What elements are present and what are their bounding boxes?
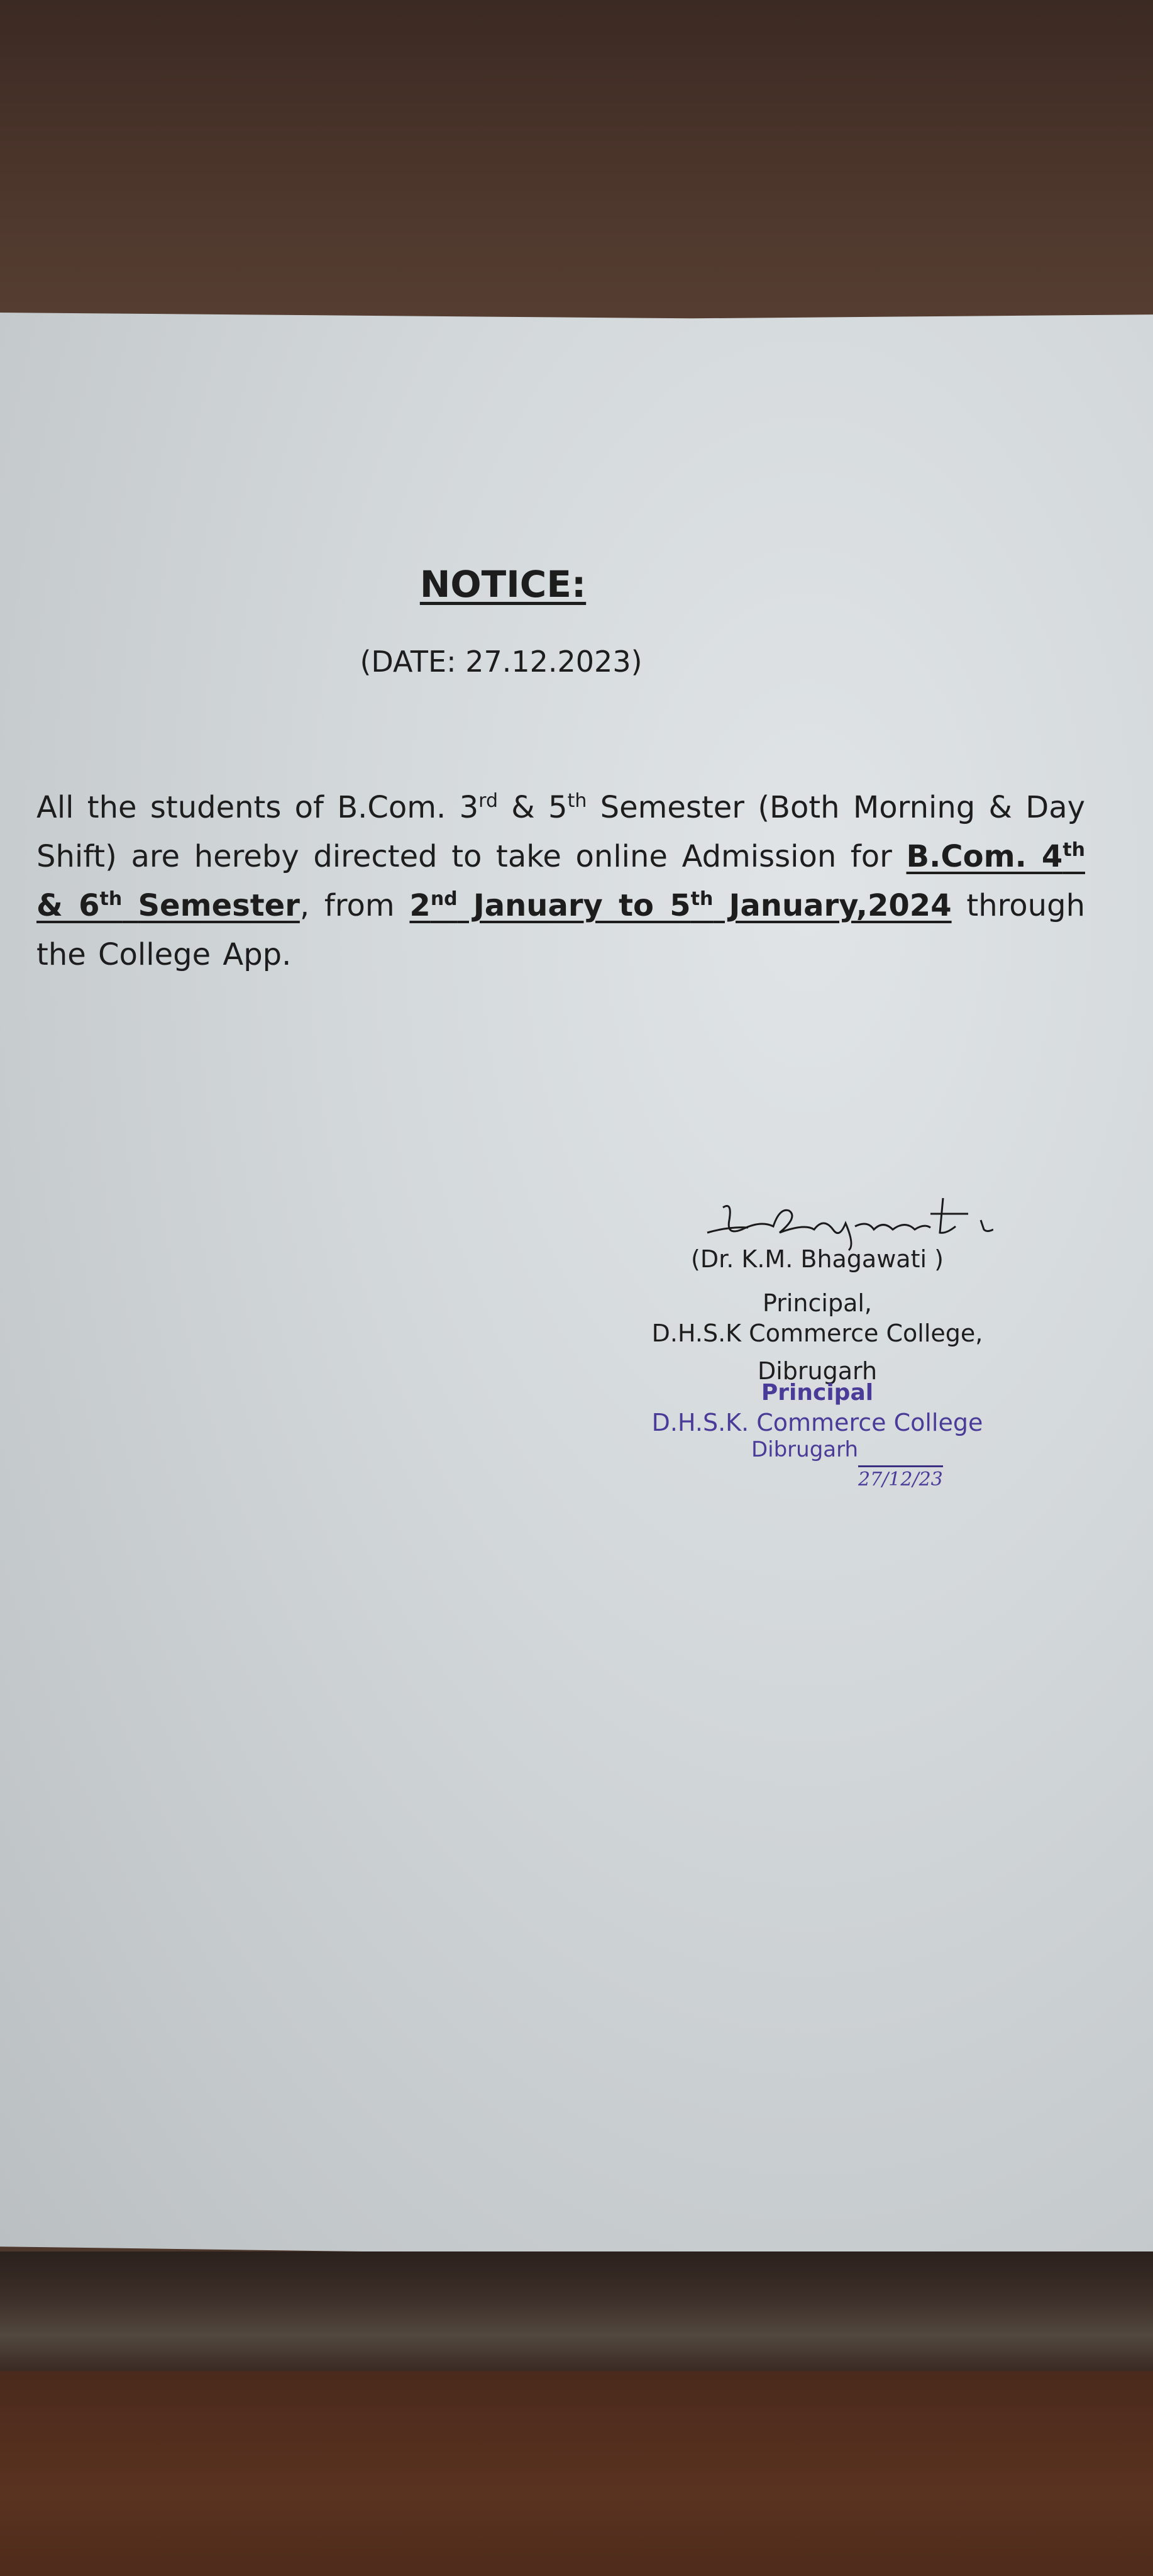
body-text: All the students of B.Com. 3: [36, 790, 479, 825]
body-text: Semester (Both Morning & Day Shift) are hereby directed to take online Admission for: [36, 790, 1086, 874]
handwritten-date: 27/12/23: [858, 1465, 943, 1491]
signatory-city: Dibrugarh: [757, 1357, 878, 1385]
text: Semester: [138, 888, 300, 923]
sup: th: [1062, 839, 1086, 861]
stamp-college: D.H.S.K. Commerce College: [651, 1409, 983, 1436]
paper-shadow: [0, 2251, 1153, 2371]
text: B.Com. 4: [906, 839, 1063, 874]
body-text: & 5: [498, 790, 568, 825]
notice-body: [36, 783, 1085, 979]
signatory-name: (Dr. K.M. Bhagawati ): [691, 1245, 944, 1273]
body-text: through the College App.: [36, 888, 1085, 972]
table-surface: [0, 2371, 1153, 2576]
text: & 6: [36, 888, 100, 923]
sup: th: [567, 790, 587, 812]
sup: rd: [478, 790, 499, 812]
sup: nd: [430, 888, 458, 910]
notice-title: NOTICE:: [419, 563, 587, 606]
sup: th: [690, 888, 714, 910]
text: January to 5: [457, 888, 691, 923]
notice-date: (DATE: 27.12.2023): [360, 645, 643, 679]
date-range-highlight: [409, 888, 951, 923]
signatory-college: D.H.S.K Commerce College,: [651, 1319, 983, 1347]
body-text: , from: [299, 888, 410, 923]
signatory-title: Principal,: [762, 1289, 872, 1317]
text: January,2024: [713, 888, 952, 923]
stamp-principal: Principal: [761, 1380, 874, 1406]
sup: th: [99, 888, 123, 910]
text: 2: [409, 888, 431, 923]
stamp-city: Dibrugarh: [751, 1437, 859, 1462]
handwritten-signature: [704, 1195, 993, 1252]
